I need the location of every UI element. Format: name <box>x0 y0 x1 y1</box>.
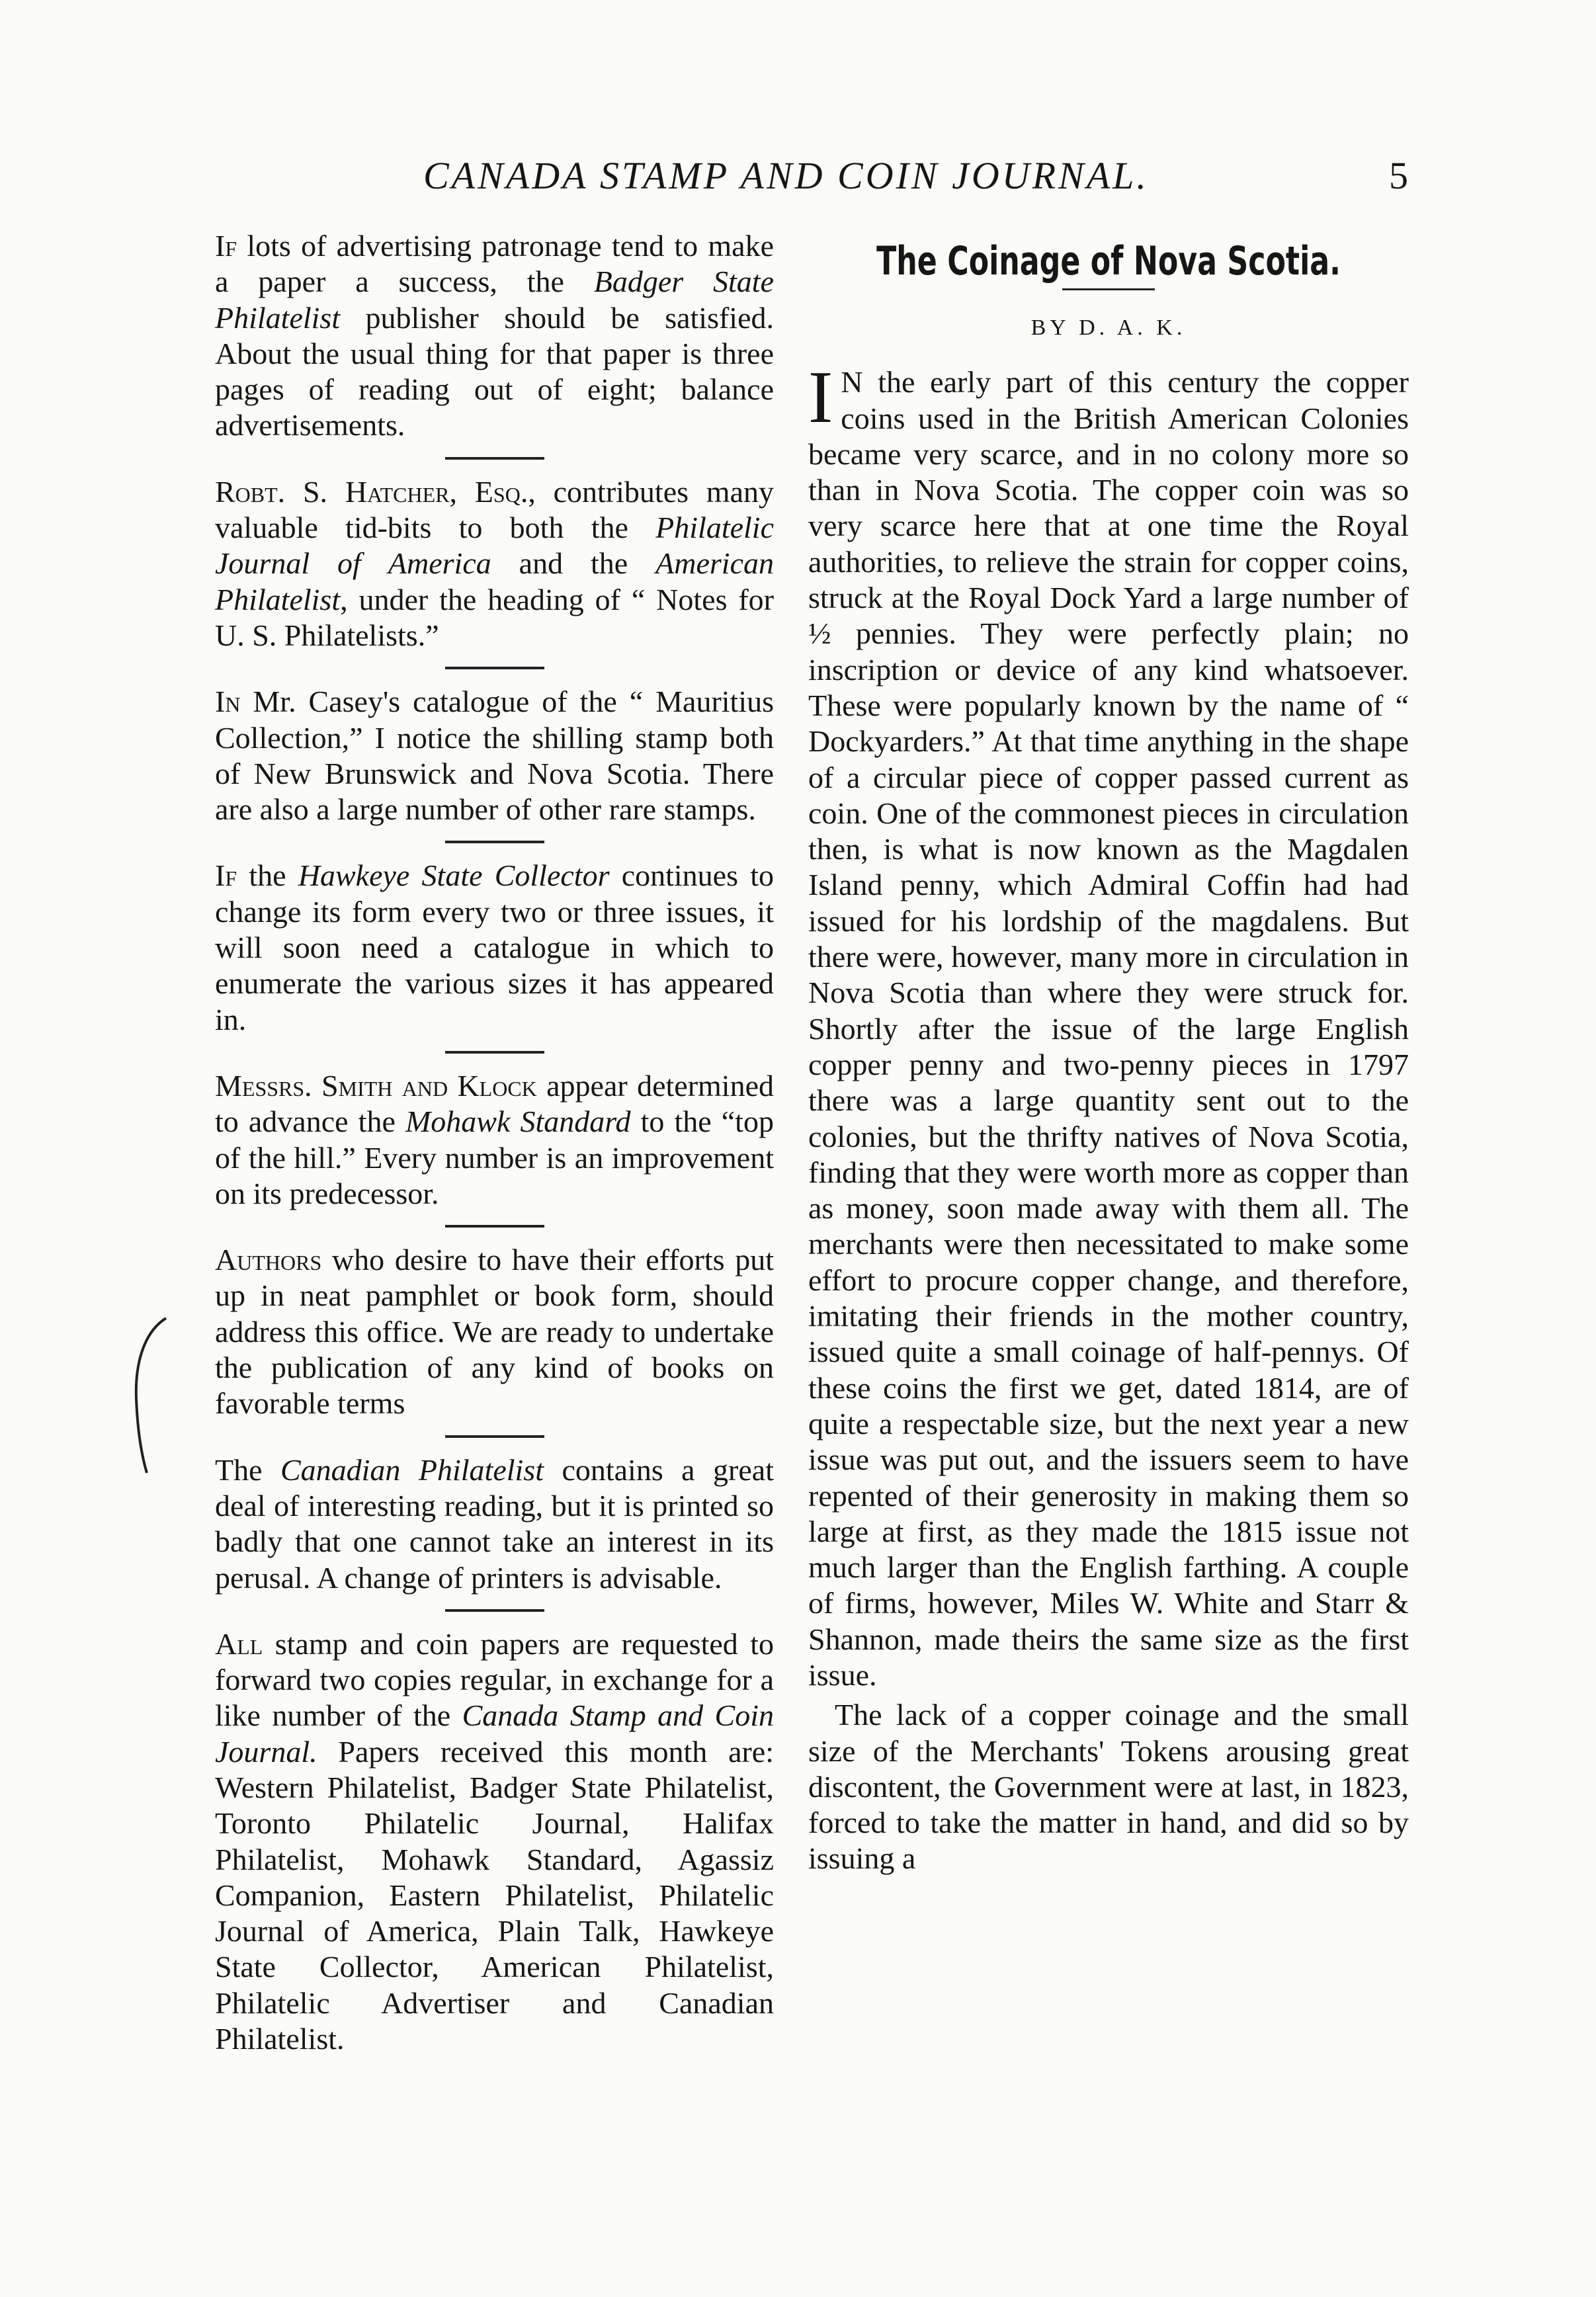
paragraph-hawkeye: If the Hawkeye State Collector continues to change its form every two or three issues, it will soon need a catalogue in which to enumerate the various sizes it has appeared in. <box>215 858 774 1036</box>
title-divider <box>1062 288 1155 290</box>
paragraph-casey-catalogue: In Mr. Casey's catalogue of the “ Mauritius Collection,” I notice the shilling stamp both of New Brunswick and Nova Scotia. There are also a large number of other rare stamps. <box>215 685 774 827</box>
lead-word: All <box>215 1626 263 1661</box>
section-divider <box>445 667 544 669</box>
paragraph-badger-state: If lots of advertising patronage tend to make a paper a success, the Badger State Philatelist publisher should be satisfied. About the usual thing for that paper is three pages of reading out of eight; balance advertisements. <box>215 229 775 442</box>
section-divider <box>445 1435 544 1438</box>
lead-word: If <box>215 229 237 263</box>
paragraph-hatcher: Robt. S. Hatcher, Esq., contributes many valuable tid-bits to both the Philatelic Journal of America and the American Philatelist, under the heading of “ Notes for U. S. Philatelists.” <box>215 474 775 652</box>
publication-name: Badger State Philatelist <box>215 265 775 335</box>
section-divider <box>445 457 544 460</box>
page-number: 5 <box>1389 154 1408 197</box>
left-column <box>215 228 774 2057</box>
right-column <box>808 238 1409 1877</box>
section-divider <box>445 1609 544 1612</box>
article-paragraph-1: I N the early part of this century the copper coins used in the British American Colonies became very scarce, and in no colony more so than in Nova Scotia. The copper coin was so very scarce here that at one time the Royal authorities, to relieve the strain for copper coins, struck at the Royal Dock Yard a large number of ½ pennies. They were perfectly plain; no inscription or device of any kind whatsoever. These were popularly known by the name of “ Dockyarders.” At that time anything in the shape of a circular piece of copper passed current as coin. One of the commonest pieces in circulation then, is what is now known as the Magdalen Island penny, which Admiral Coffin had had issued for his lordship of the magdalens. But there were, however, many more in circulation in Nova Scotia than where they were struck for. Shortly after the issue of the large English copper penny and two-penny pieces in 1797 there was a large quantity sent out to the colonies, but the thrifty natives of Nova Scotia, finding that they were worth more as copper than as money, soon made away with them all. The merchants were then necessitated to make some effort to procure copper change, and therefore, imitating their friends in the mother country, issued quite a small coinage of half-pennys. Of these coins the first we get, dated 1814, are of quite a respectable size, but the next year a new issue was put out, and the issuers seem to have repented of their generosity in making them so large at first, as they made the 1815 issue not much larger than the English farthing. A couple of firms, however, Miles W. White and Starr & Shannon, made theirs the same size as the first issue. <box>808 356 1409 1692</box>
lead-word: Authors <box>215 1243 322 1277</box>
running-head: CANADA STAMP AND COIN JOURNAL. <box>423 154 1149 197</box>
publication-name: Mohawk Standard <box>405 1105 631 1139</box>
publication-name: Philatelic Journal of America <box>215 511 774 581</box>
drop-cap: I <box>808 356 833 439</box>
article-title: The Coinage of Nova Scotia. <box>876 238 1341 284</box>
publication-name: Canada Stamp and Coin Journal. <box>215 1698 774 1769</box>
paragraph-mohawk: Messrs. Smith and Klock appear determined to advance the Mohawk Standard to the “top of the hill.” Every number is an improvement on its predecessor. <box>215 1068 774 1210</box>
lead-name: Messrs. Smith and Klock <box>215 1068 537 1103</box>
margin-bracket-mark <box>130 1313 169 1478</box>
lead-word: In <box>215 685 241 719</box>
article-paragraph-2: The lack of a copper coinage and the small size of the Merchants' Tokens arousing great discontent, the Government were at last, in 1823, forced to take the matter in hand, and did so by issuing a <box>808 1698 1409 1876</box>
lead-word: If <box>215 858 237 893</box>
publication-name: American Philatelist <box>215 546 774 616</box>
paragraph-canadian-philatelist: The Canadian Philatelist contains a great deal of interesting reading, but it is printed so badly that one cannot take an interest in its perusal. A change of printers is advisable. <box>215 1452 774 1595</box>
publication-name: Canadian Philatelist <box>280 1452 544 1487</box>
paragraph-exchange-papers: All stamp and coin papers are requested to forward two copies regular, in exchange for a like number of the Canada Stamp and Coin Journal. Papers received this month are: Western Philatelist, Badger State Philatelist, Toronto Philatelic Journal, Halifax Philatelist, Mohawk Standard, Agassiz Companion, Eastern Philatelist, Philatelic Journal of America, Plain Talk, Hawkeye State Collector, American Philatelist, Philatelic Advertiser and Canadian Philatelist. <box>215 1626 774 2056</box>
section-divider <box>445 1225 544 1228</box>
lead-name: Robt. S. Hatcher, Esq. <box>215 474 528 509</box>
article-byline: BY D. A. K. <box>1030 315 1187 340</box>
publication-name: Hawkeye State Collector <box>298 858 610 893</box>
section-divider <box>445 841 544 843</box>
paragraph-authors: Authors who desire to have their efforts put up in neat pamphlet or book form, should address this office. We are ready to undertake the publication of any kind of books on favorable terms <box>215 1243 774 1421</box>
section-divider <box>445 1051 544 1054</box>
